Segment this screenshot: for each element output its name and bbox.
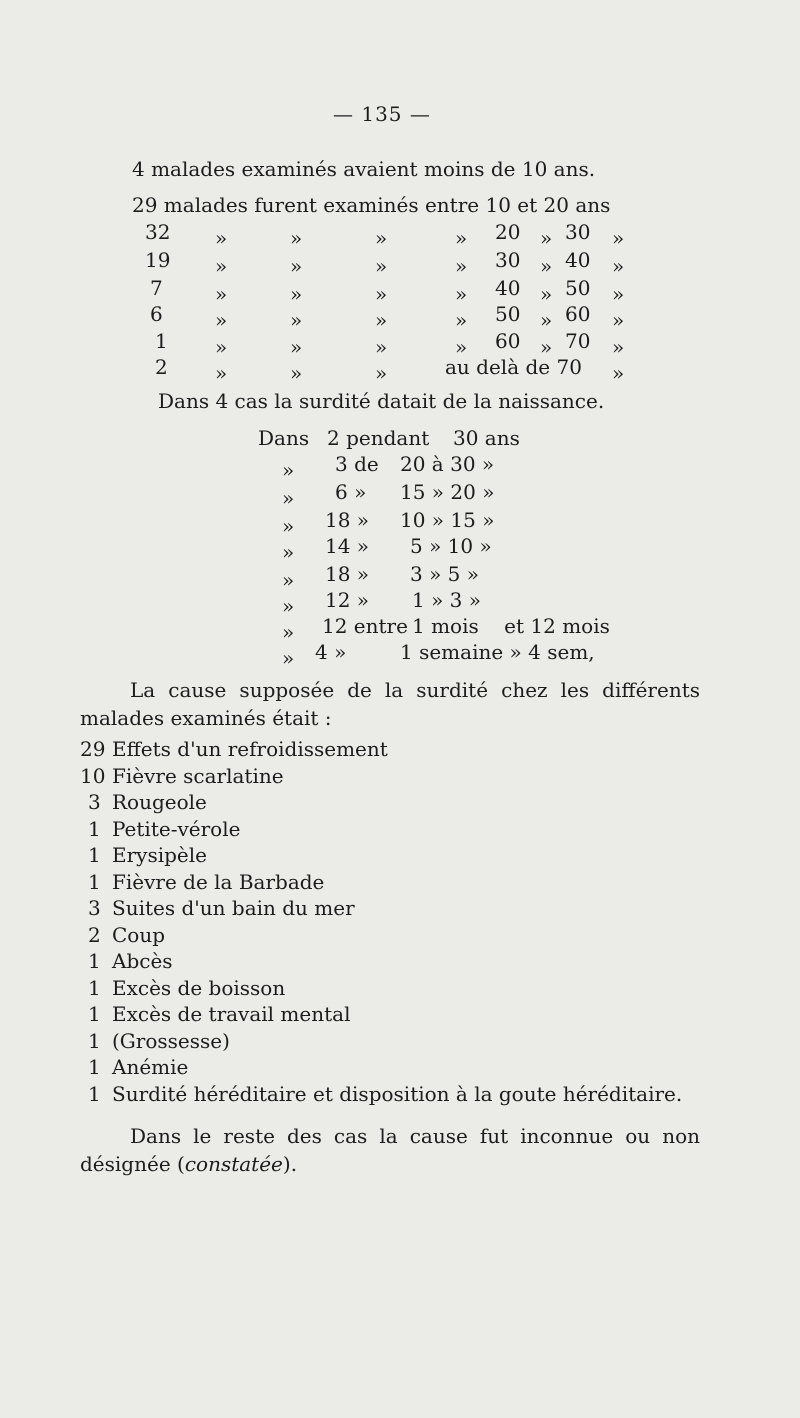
age-to: 40 — [565, 248, 591, 272]
duration-a: Dans — [258, 426, 310, 450]
cause-count: 10 — [80, 763, 106, 788]
ditto-mark: » — [455, 335, 468, 359]
age-from: 60 — [495, 329, 521, 353]
ditto-mark: » — [215, 282, 228, 306]
ditto-mark: » — [375, 254, 388, 278]
cause-count: 1 — [88, 816, 101, 841]
duration-a: » — [282, 458, 295, 482]
cause-count: 1 — [88, 1081, 101, 1106]
duration-b: 14 » — [325, 534, 370, 558]
duration-a: » — [282, 620, 295, 644]
age-to: 60 — [565, 302, 591, 326]
list-item — [80, 1054, 700, 1081]
duration-c: 20 à 30 » — [400, 452, 495, 476]
birth-line: Dans 4 cas la surdité datait de la naissance. — [158, 389, 605, 413]
ditto-mark: » — [375, 282, 388, 306]
age-beyond: au delà de 70 — [445, 355, 582, 379]
intro-line-2: 29 malades furent examinés entre 10 et 20 ans — [132, 193, 611, 217]
cause-count: 1 — [88, 843, 101, 867]
duration-c: 3 » 5 » — [410, 562, 479, 586]
list-item — [80, 895, 700, 922]
closing-paragraph — [80, 1122, 700, 1178]
list-item — [80, 1001, 700, 1028]
age-from: 50 — [495, 302, 521, 326]
ditto-mark: » — [455, 226, 468, 250]
ditto-mark: » — [612, 282, 625, 306]
ditto-mark: » — [455, 282, 468, 306]
duration-c: 1 » 3 » — [412, 588, 481, 612]
duration-c: 30 ans — [453, 426, 520, 450]
duration-a: » — [282, 540, 295, 564]
page-number: — 135 — — [333, 102, 431, 126]
age-to: 70 — [565, 329, 591, 353]
duration-b: 6 » — [335, 480, 367, 504]
ditto-mark: » — [290, 282, 303, 306]
ditto-mark: » — [612, 335, 625, 359]
cause-text: Fièvre de la Barbade — [112, 869, 325, 894]
ditto-mark: » — [375, 226, 388, 250]
age-from: 20 — [495, 220, 521, 244]
cause-count: 29 — [80, 737, 106, 761]
cause-text: Coup — [112, 922, 166, 947]
ditto-mark: » — [612, 361, 625, 385]
list-item — [80, 789, 700, 816]
duration-a: » — [282, 568, 295, 592]
list-item — [80, 922, 700, 949]
duration-c: 1 mois et 12 mois — [412, 614, 610, 638]
cause-intro: La cause supposée de la surdité chez les différents malades examinés était : — [80, 678, 700, 730]
ditto-mark: » — [540, 335, 553, 359]
duration-c: 5 » 10 » — [410, 534, 492, 558]
ditto-mark: » — [612, 226, 625, 250]
ditto-mark: » — [612, 254, 625, 278]
list-item — [80, 975, 700, 1002]
ditto-mark: » — [290, 361, 303, 385]
duration-b: 3 de — [335, 452, 379, 476]
cause-text: Anémie — [112, 1055, 189, 1079]
duration-b: 2 pendant — [327, 426, 430, 450]
duration-a: » — [282, 594, 295, 618]
duration-b: 18 » — [325, 508, 370, 532]
list-item — [80, 763, 700, 790]
cause-count: 2 — [88, 922, 101, 947]
age-count: 2 — [155, 355, 168, 379]
cause-count: 1 — [88, 949, 101, 973]
cause-text: Excès de boisson — [112, 975, 286, 1000]
ditto-mark: » — [375, 335, 388, 359]
age-from: 40 — [495, 276, 521, 300]
list-item — [80, 1081, 700, 1108]
duration-c: 10 » 15 » — [400, 508, 495, 532]
ditto-mark: » — [612, 308, 625, 332]
ditto-mark: » — [540, 308, 553, 332]
closing-italic: constatée — [184, 1152, 283, 1176]
cause-text: Effets d'un refroidissement — [112, 737, 388, 761]
duration-b: 18 » — [325, 562, 370, 586]
intro-line-1: 4 malades examinés avaient moins de 10 ans. — [132, 157, 596, 181]
cause-text: Excès de travail mental — [112, 1002, 351, 1026]
ditto-mark: » — [215, 335, 228, 359]
age-from: 30 — [495, 248, 521, 272]
duration-c: 15 » 20 » — [400, 480, 495, 504]
cause-count: 3 — [88, 896, 101, 920]
age-count: 32 — [145, 220, 171, 244]
ditto-mark: » — [215, 308, 228, 332]
cause-count: 1 — [88, 1055, 101, 1079]
cause-list — [80, 736, 700, 1107]
list-item — [80, 816, 700, 843]
ditto-mark: » — [540, 254, 553, 278]
duration-a: » — [282, 514, 295, 538]
age-count: 7 — [150, 276, 163, 300]
duration-c: 1 semaine » 4 sem, — [400, 640, 595, 664]
ditto-mark: » — [455, 308, 468, 332]
age-to: 30 — [565, 220, 591, 244]
duration-b: 12 entre — [322, 614, 408, 638]
ditto-mark: » — [290, 226, 303, 250]
cause-text: Surdité héréditaire et disposition à la goute héréditaire. — [112, 1081, 683, 1106]
cause-text: Suites d'un bain du mer — [112, 896, 355, 920]
age-count: 6 — [150, 302, 163, 326]
ditto-mark: » — [215, 361, 228, 385]
list-item — [80, 1028, 700, 1055]
list-item — [80, 948, 700, 975]
age-to: 50 — [565, 276, 591, 300]
cause-count: 1 — [88, 1002, 101, 1026]
duration-a: » — [282, 646, 295, 670]
cause-count: 1 — [88, 975, 101, 1000]
ditto-mark: » — [290, 254, 303, 278]
cause-count: 3 — [88, 790, 101, 814]
ditto-mark: » — [290, 308, 303, 332]
cause-count: 1 — [88, 1028, 101, 1053]
ditto-mark: » — [290, 335, 303, 359]
duration-a: » — [282, 486, 295, 510]
list-item — [80, 869, 700, 896]
age-count: 1 — [155, 329, 168, 353]
ditto-mark: » — [540, 226, 553, 250]
list-item — [80, 842, 700, 869]
cause-text: Erysipèle — [112, 843, 207, 867]
list-item — [80, 736, 700, 763]
ditto-mark: » — [375, 308, 388, 332]
ditto-mark: » — [215, 226, 228, 250]
ditto-mark: » — [455, 254, 468, 278]
age-count: 19 — [145, 248, 171, 272]
duration-b: 12 » — [325, 588, 370, 612]
closing-text: Dans le reste des cas la cause fut inconnue ou non désignée ( — [80, 1124, 700, 1176]
ditto-mark: » — [540, 282, 553, 306]
ditto-mark: » — [215, 254, 228, 278]
cause-text: (Grossesse) — [112, 1028, 230, 1053]
cause-text: Petite-vérole — [112, 816, 241, 841]
cause-count: 1 — [88, 869, 101, 894]
ditto-mark: » — [375, 361, 388, 385]
cause-text: Fièvre scarlatine — [112, 763, 284, 788]
cause-text: Rougeole — [112, 790, 207, 814]
cause-text: Abcès — [112, 949, 173, 973]
closing-end: ). — [282, 1152, 298, 1176]
duration-b: 4 » — [315, 640, 347, 664]
